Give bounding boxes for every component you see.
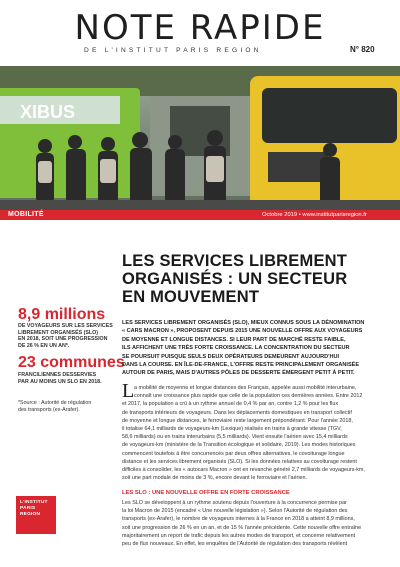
logo-line: REGION: [20, 512, 41, 517]
issue-number: N° 820: [350, 45, 375, 54]
body-line: connaît une croissance plus rapide que celle de la population ces dernières années. Entre 2012: [134, 393, 363, 400]
stat-line: FRANCILIENNES DESSERVIES: [18, 372, 97, 378]
body-line: majoritairement un report de trafic depuis les autres modes de transport, et concerne relativement: [122, 532, 356, 539]
body-line: transports (ex-Arafer), le nombre de voyageurs internes à la France en 2018 a atteint 8,9 millions,: [122, 516, 355, 523]
drop-cap: L: [122, 380, 135, 402]
intro-line: LES SERVICES LIBREMENT ORGANISÉS (SLO), MIEUX CONNUS SOUS LA DÉNOMINATION: [122, 320, 365, 326]
intro-line: ILS AFFICHENT UNE TRÈS FORTE CROISSANCE. LA CONCENTRATION DU SECTEUR: [122, 345, 350, 352]
headline-line: LES SERVICES LIBREMENT: [122, 252, 348, 270]
body-line: peu de flux nouveaux. En effet, les enquêtes de l'Autorité de régulation des transports révèlent: [122, 541, 348, 548]
body-line: soit une part modale de moins de 3 %, encore devant le ferroviaire et l'aérien.: [122, 475, 308, 482]
intro-line: DE MOYENNE ET LONGUE DISTANCES. SI LEUR PART DE MARCHÉ RESTE FAIBLE,: [122, 336, 346, 343]
body-line: de moyenne et longue distances, le ferroviaire reste largement prépondérant. Pour l'année 2018,: [122, 417, 353, 424]
stat-line: LIBREMENT ORGANISÉS (SLO): [18, 329, 99, 336]
source-note: [18, 400, 116, 413]
bus-station-illustration: [0, 66, 400, 210]
body-line: il totalise 64,1 milliards de voyageurs-km (Lexique) réalisés en trains à grande vitesse (TGV,: [122, 426, 342, 433]
intro-line: AUTOUR DE PARIS, MAIS D'AUTRES PÔLES DE DESSERTE ÉMERGENT PETIT À PETIT.: [122, 370, 355, 377]
intro-line: DANS LA COURSE. EN ÎLE-DE-FRANCE, L'OFFRE RESTE PRINCIPALEMENT ORGANISÉE: [122, 362, 360, 369]
category-label: MOBILITÉ: [8, 211, 44, 218]
intro-line: SE POURSUIT PUISQUE SEULS DEUX OPÉRATEURS DEMEURENT AUJOURD'HUI: [122, 353, 340, 360]
body-line: soit une progression de 26 % en un an, et de 15 % l'année précédente. Cette nouvelle offre entraîne: [122, 524, 362, 531]
stat-communes-value: 23 communes: [18, 354, 125, 371]
body-line: distance et les services librement organisés (SLO). Si les données relatives au covoiturage restent: [122, 458, 357, 465]
body-paragraph-1: [122, 380, 394, 482]
body-line: a mobilité de moyenne et longue distances des Français, appelée aussi mobilité interurbaine,: [134, 385, 357, 391]
body-line: difficiles à consolider, les « autocars Macron » ont en revanche généré 2,7 milliards de voyageurs-km,: [122, 467, 365, 474]
body-line: 58,6 milliards) ou en trains interurbains (5,5 milliards). Vient ensuite l'aérien avec 15,4 milliards: [122, 434, 348, 441]
cover-photo: [0, 66, 400, 210]
masthead: [0, 0, 400, 66]
body-line: de transports intérieurs de voyageurs. Dans les déplacements domestiques en transport collectif: [122, 409, 352, 416]
article-headline: [122, 252, 392, 306]
body-line: commencent toutefois à être concurrencés par deux offres alternatives, le covoiturage longue: [122, 450, 345, 457]
stat-line: DE VOYAGEURS SUR LES SERVICES: [18, 323, 113, 329]
source-line: *Source : Autorité de régulation: [18, 400, 92, 406]
stat-line: EN 2018, SOIT UNE PROGRESSION: [18, 336, 108, 342]
headline-line: ORGANISÉS : UN SECTEUR: [122, 270, 348, 288]
stat-line: PAR AU MOINS UN SLO EN 2018.: [18, 378, 102, 385]
stat-travellers-description: [18, 323, 116, 349]
logo-line: L'INSTITUT: [20, 500, 48, 505]
body-line: et 2017, la population a crû à un rythme annuel de 0,4 % par an, contre 1,2 % pour les flux: [122, 401, 339, 408]
section-heading: LES SLO : UNE NOUVELLE OFFRE EN FORTE CROISSANCE: [122, 490, 290, 496]
stat-travellers-value: 8,9 millions: [18, 306, 106, 323]
body-line: Les SLO se développent à un rythme soutenu depuis l'ouverture à la concurrence permise par: [122, 500, 347, 506]
headline-line: EN MOUVEMENT: [122, 288, 260, 306]
body-line: de voyageurs-km (ministère de la Transition écologique et solidaire, 2019). Les modes historiques: [122, 442, 356, 449]
publication-title: NOTE RAPIDE: [74, 8, 326, 48]
institute-logo: [16, 496, 56, 534]
body-paragraph-2: [122, 499, 394, 548]
svg-text:XIBUS: XIBUS: [20, 102, 76, 122]
intro-line: « CARS MACRON », PROPOSENT DEPUIS 2015 UNE NOUVELLE OFFRE AUX VOYAGEURS: [122, 328, 363, 335]
body-line: la loi Macron de 2015 (encadré « Une nouvelle législation »). Selon l'Autorité de régulation des: [122, 508, 348, 515]
publication-subtitle: DE L'INSTITUT PARIS REGION: [84, 47, 262, 54]
source-line: des transports (ex-Arafer).: [18, 406, 80, 413]
stat-line: DE 26 % EN UN AN*.: [18, 342, 70, 349]
stat-communes-description: [18, 372, 116, 385]
article-intro: [122, 319, 394, 378]
date-and-website: Octobre 2019 • www.institutparisregion.fr: [262, 212, 367, 218]
logo-line: PARIS: [20, 506, 36, 511]
